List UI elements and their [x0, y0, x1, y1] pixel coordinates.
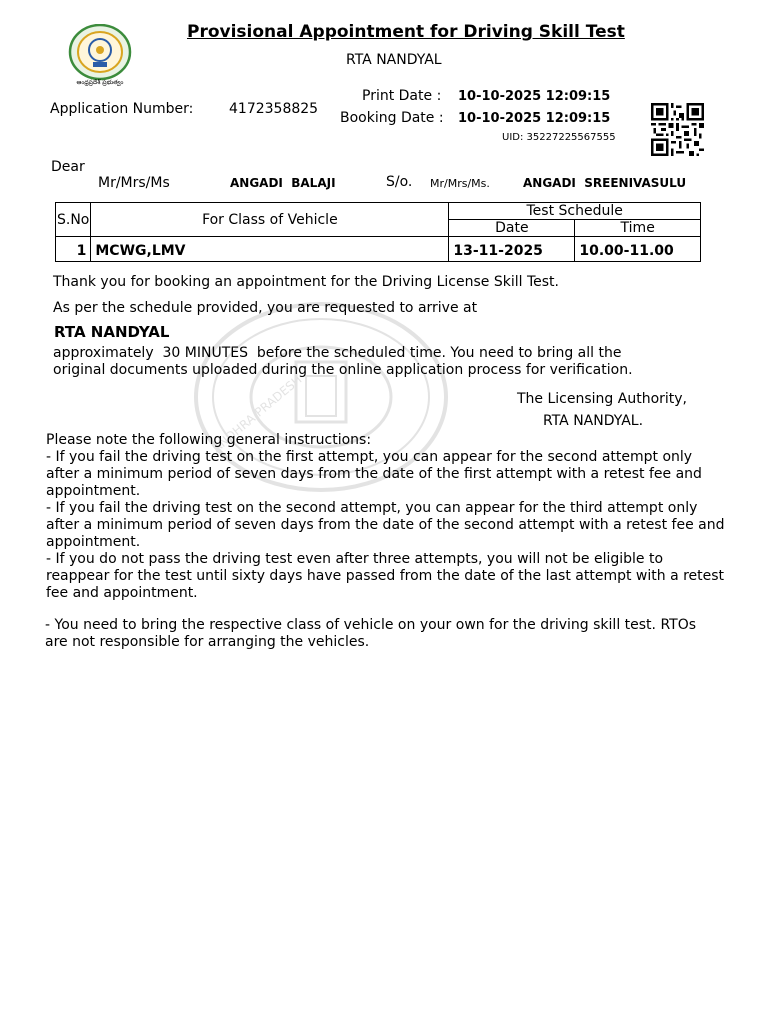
thanks-text: Thank you for booking an appointment for the Driving License Skill Test. [53, 274, 559, 290]
instruction-item: - If you do not pass the driving test even after three attempts, you will not be eligible to reappear for the test until sixty days have passed from the date of the last attempt with a retest fee and appointment. [46, 551, 725, 601]
instruction-item: - If you fail the driving test on the second attempt, you can appear for the third attempt only after a minimum period of seven days from the date of the second attempt with a retest fee and appointment. [46, 500, 725, 550]
cell-vehicle-class: MCWG,LMV [91, 241, 449, 262]
table-row [56, 241, 701, 262]
print-date-value: 10-10-2025 12:09:15 [458, 89, 611, 104]
application-number-value: 4172358825 [229, 101, 319, 117]
relation-title: Mr/Mrs/Ms. [430, 177, 490, 190]
dear-text: Dear [51, 159, 85, 175]
cell-sno: 1 [56, 241, 91, 262]
column-header-sno: S.No [56, 203, 91, 237]
vehicle-note: - You need to bring the respective class of vehicle on your own for the driving skill test. RTOs are not responsible for arranging the vehicles. [45, 617, 697, 650]
column-header-time: Time [575, 220, 701, 237]
print-date-label: Print Date : [362, 88, 442, 104]
cell-time: 10.00-11.00 [575, 241, 701, 262]
relation-name: ANGADI SREENIVASULU [523, 176, 687, 190]
logo-caption: ఆంధ్రప్రదేశ్ ప్రభుత్వం [76, 79, 124, 86]
column-header-test-schedule: Test Schedule [449, 203, 701, 220]
arrive-text: As per the schedule provided, you are requested to arrive at [53, 300, 478, 316]
schedule-table [55, 202, 701, 262]
relation-label: S/o. [386, 174, 413, 190]
application-number-label: Application Number: [50, 101, 194, 117]
page-title: Provisional Appointment for Driving Skill Test [187, 22, 625, 42]
instruction-item: - If you fail the driving test on the first attempt, you can appear for the second attempt only after a minimum period of seven days from the date of the first attempt with a retest fee and appointment. [46, 449, 702, 499]
seal-text: ANDHRA PRADESH [209, 372, 305, 456]
office-name: RTA NANDYAL [346, 52, 442, 68]
approx-line-1: approximately 30 MINUTES before the scheduled time. You need to bring all the [53, 345, 622, 361]
booking-date-value: 10-10-2025 12:09:15 [458, 111, 611, 126]
instructions-heading: Please note the following general instructions: [46, 432, 372, 448]
applicant-title: Mr/Mrs/Ms [98, 175, 170, 191]
government-emblem-icon [66, 24, 134, 86]
applicant-name: ANGADI BALAJI [230, 176, 336, 190]
venue-text: RTA NANDYAL [54, 323, 170, 341]
cell-date: 13-11-2025 [449, 241, 575, 262]
column-header-class: For Class of Vehicle [91, 203, 449, 237]
signature-authority: The Licensing Authority, [517, 391, 688, 407]
qr-code-icon[interactable] [650, 103, 705, 156]
uid-text: UID: 35227225567555 [502, 132, 616, 143]
column-header-date: Date [449, 220, 575, 237]
booking-date-label: Booking Date : [340, 110, 444, 126]
signature-office: RTA NANDYAL. [543, 413, 644, 429]
table-header-row [56, 203, 701, 220]
instructions-block [46, 432, 726, 602]
approx-line-2: original documents uploaded during the online application process for verification. [53, 362, 633, 378]
